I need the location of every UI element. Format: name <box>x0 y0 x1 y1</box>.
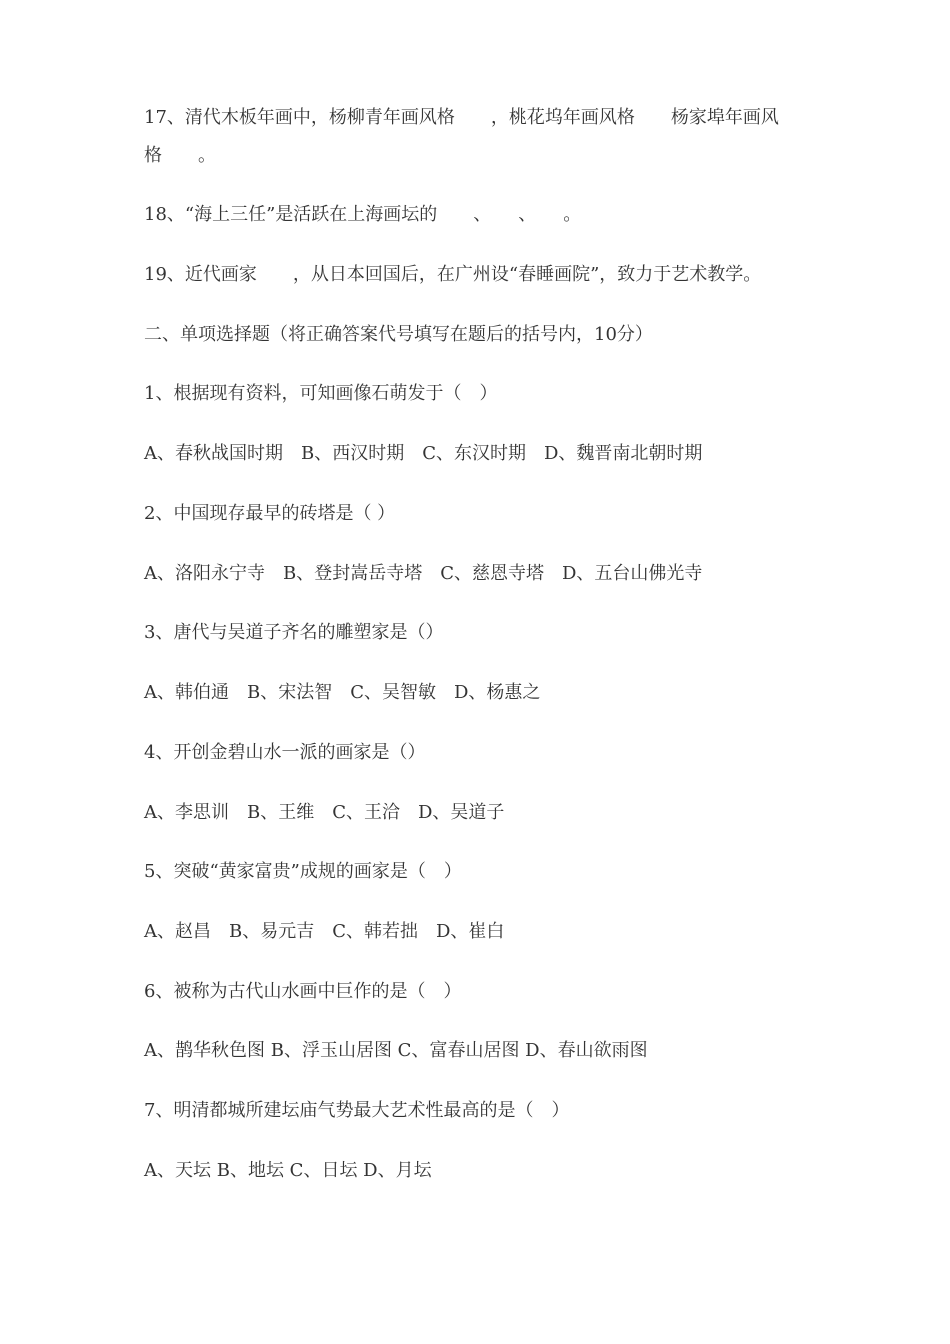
mc-question-5-options: A、赵昌 B、易元吉 C、韩若拙 D、崔白 <box>144 921 505 942</box>
mc-question-2-stem: 2、中国现存最早的砖塔是（ ） <box>144 503 396 524</box>
mc-question-7-stem: 7、明清都城所建坛庙气势最大艺术性最高的是（ ） <box>144 1100 570 1121</box>
mc-question-2-options: A、洛阳永宁寺 B、登封嵩岳寺塔 C、慈恩寺塔 D、五台山佛光寺 <box>144 563 703 584</box>
mc-question-6-stem: 6、被称为古代山水画中巨作的是（ ） <box>144 981 462 1002</box>
question-19: 19、近代画家 ，从日本回国后，在广州设“春睡画院”，致力于艺术教学。 <box>144 264 762 285</box>
mc-question-4-options: A、李思训 B、王维 C、王洽 D、吴道子 <box>144 802 505 823</box>
question-18: 18、“海上三任”是活跃在上海画坛的 、 、 。 <box>144 204 582 225</box>
question-17-line-1: 17、清代木板年画中，杨柳青年画风格 ，桃花坞年画风格 杨家埠年画风 <box>144 107 779 128</box>
mc-question-6-options: A、鹊华秋色图 B、浮玉山居图 C、富春山居图 D、春山欲雨图 <box>144 1040 648 1061</box>
mc-question-1-stem: 1、根据现有资料，可知画像石萌发于（ ） <box>144 383 498 404</box>
mc-question-3-options: A、韩伯通 B、宋法智 C、吴智敏 D、杨惠之 <box>144 682 541 703</box>
mc-question-3-stem: 3、唐代与吴道子齐名的雕塑家是（） <box>144 622 444 643</box>
section-heading-multiple-choice: 二、单项选择题（将正确答案代号填写在题后的括号内，10分） <box>144 324 653 345</box>
mc-question-1-options: A、春秋战国时期 B、西汉时期 C、东汉时期 D、魏晋南北朝时期 <box>144 443 703 464</box>
question-17-line-2: 格 。 <box>144 145 216 166</box>
mc-question-5-stem: 5、突破“黄家富贵”成规的画家是（ ） <box>144 861 462 882</box>
mc-question-4-stem: 4、开创金碧山水一派的画家是（） <box>144 742 426 763</box>
mc-question-7-options: A、天坛 B、地坛 C、日坛 D、月坛 <box>144 1160 432 1181</box>
